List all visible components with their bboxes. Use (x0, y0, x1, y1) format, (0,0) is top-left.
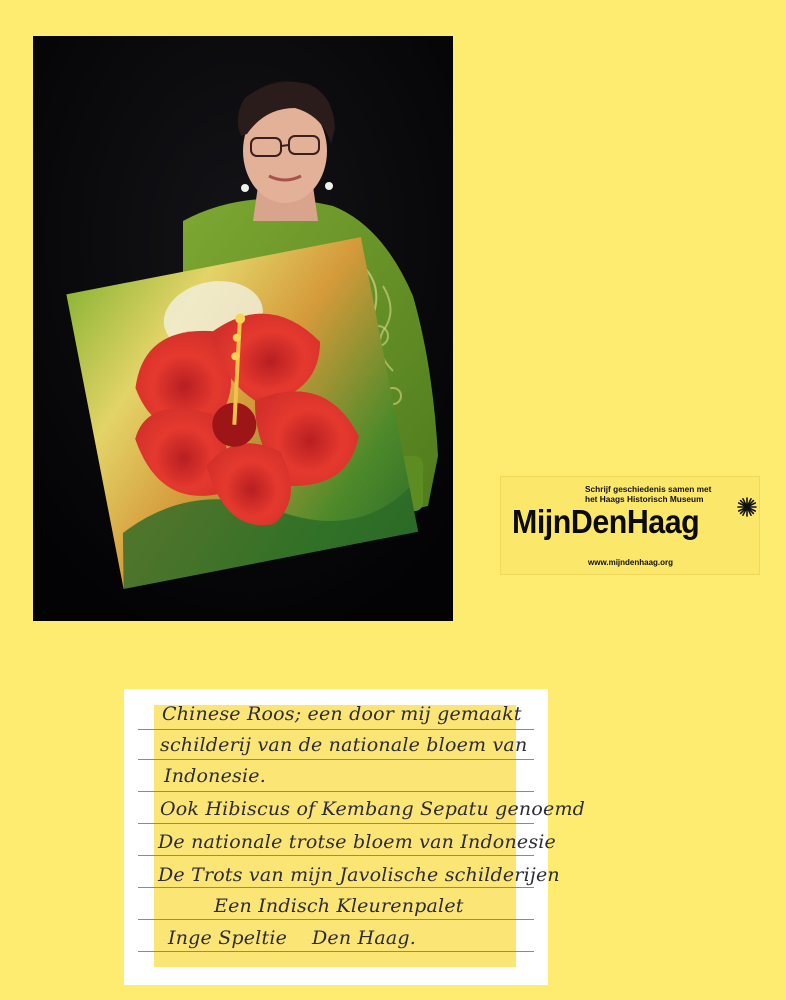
card-rule (138, 823, 534, 824)
portrait-illustration (33, 36, 453, 621)
card-rule (138, 951, 534, 952)
card-line-7: Een Indisch Kleurenpalet (214, 895, 464, 917)
card-rule (138, 729, 534, 730)
card-rule (138, 919, 534, 920)
card-rule (138, 759, 534, 760)
handwritten-card (124, 689, 586, 985)
sun-icon (737, 497, 757, 517)
sticker-tagline-line-2: het Haags Historisch Museum (585, 494, 704, 504)
mijndenhaag-sticker (500, 476, 760, 575)
card-rule (138, 855, 534, 856)
card-line-8: Inge Speltie Den Haag. (168, 927, 416, 949)
card-line-4: Ook Hibiscus of Kembang Sepatu genoemd (160, 798, 586, 820)
card-line-6: De Trots van mijn Javolische schilderijen (158, 864, 560, 886)
card-line-1: Chinese Roos; een door mij gemaakt (162, 703, 522, 725)
sticker-tagline (585, 484, 735, 504)
portrait-photo (33, 36, 453, 621)
sticker-url: www.mijndenhaag.org (588, 558, 674, 567)
card-line-5: De nationale trotse bloem van Indonesie (158, 831, 556, 853)
card-line-3: Indonesie. (164, 765, 266, 787)
card-rule (138, 887, 534, 888)
sticker-brand: MijnDenHaag (512, 503, 700, 540)
card-rule (138, 791, 534, 792)
card-line-2: schilderij van de nationale bloem van (160, 734, 528, 756)
sticker-tagline-line-1: Schrijf geschiedenis samen met (585, 484, 712, 494)
